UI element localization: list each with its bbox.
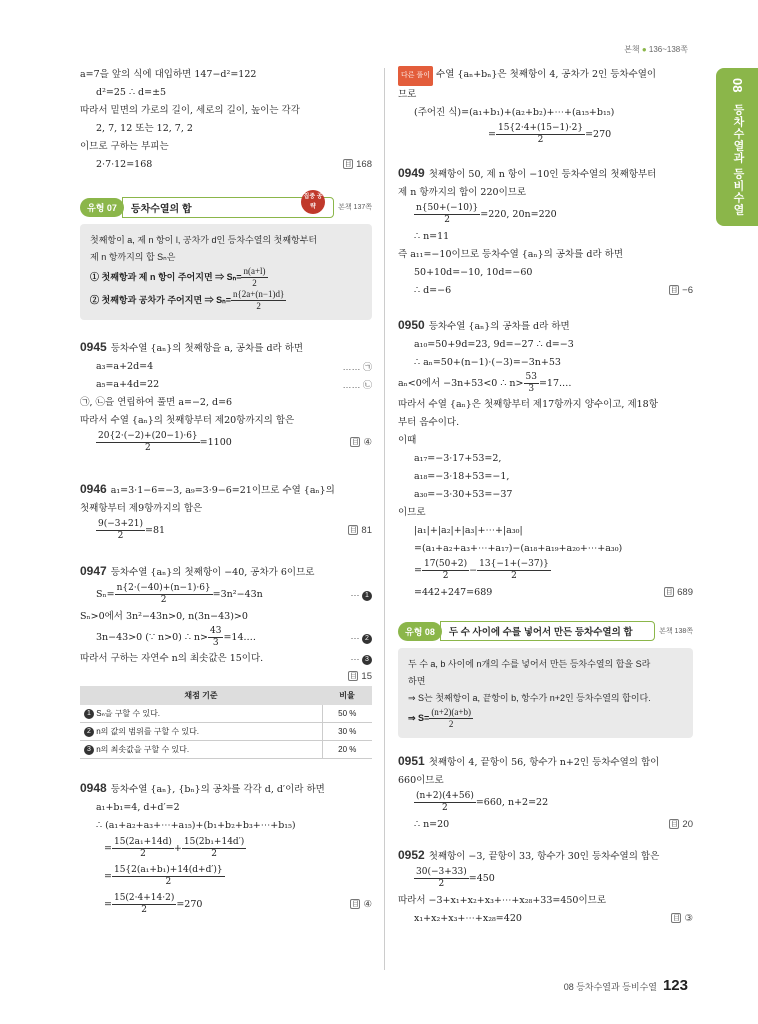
problem-0949: 0949 첫째항이 50, 제 n 항이 −10인 등차수열의 첫째항부터 제 n 항까지의 합이 220이므로 $\frac{n\{50+(-10)\}}{2}$ =220, 20n=220 ∴ n=11 즉 a₁₁=−10이므로 등차수열 {aₙ}의 공차를 d라 하면 50+10d=−10, 10d=−60 ∴ d=−6 目 −6 [398,164,693,300]
alternative-solution: 다른 풀이 수열 {aₙ+bₙ}은 첫째항이 4, 공차가 2인 등차수열이 므로 (주어진 식)=(a₁+b₁)+(a₂+b₂)+⋯+(a₁₅+b₁₅) = $\frac{15\{2\cdot 4+(15-1)\cdot 2\}}{2}$ =270 [398,66,693,148]
text-line: a=7을 앞의 식에 대입하면 147−d²=122 [80,69,257,80]
chapter-number: 08 [730,78,745,93]
answer-mark: 目 15 [349,671,372,682]
problem-0947: 0947 등차수열 {aₙ}의 첫째항이 −40, 공차가 6이므로 Sₙ= $\frac{n\{2\cdot(-40)+(n-1)\cdot 6\}}{2}$ =3n²−43n ⋯ 1 Sₙ>0에서 3n²−43n>0, n(3n−43)>0 3n−43>0 (∵ n>0) ∴ n> $\frac{43}{3}$ =14.… ⋯ 2 따라서 구하는 자연수 n의 최솟값은 15이다. ⋯ 3 目 15 채점 기준 비율 1 Sₙ을 구할 수 있다. 50 % 2 n의 값의 범위를 구할 수 있다. 30 % 3 n의 최솟값을 구할 수 있다. 20 % [80,562,372,759]
right-column [398,66,693,928]
table-row: 2 n의 값의 범위를 구할 수 있다. 30 % [80,723,372,741]
problem-number: 0947 [80,564,107,578]
answer-icon: 目 [670,287,678,295]
type-badge: 유형 08 [398,622,442,641]
alt-solution-tag: 다른 풀이 [398,66,433,86]
problem-number: 0945 [80,340,107,354]
header-page-ref: 본책 ● 136~138쪽 [624,45,688,54]
problem-number: 0948 [80,781,107,795]
answer-mark: 目 168 [344,159,372,170]
answer-icon: 目 [670,821,678,829]
problem-0946: 0946 a₁=3·1−6=−3, a₉=3·9−6=21이므로 수열 {aₙ}의 첫째항부터 제9항까지의 합은 $\frac{9(-3+21)}{2}$ =81 目 81 [80,480,372,544]
answer-mark: 目 81 [349,525,372,536]
problem-number: 0951 [398,754,425,768]
concept-box: 첫째항이 a, 제 n 항이 l, 공차가 d인 등차수열의 첫째항부터 제 n 항까지의 합 Sₙ은 ① 첫째항과 제 n 항이 주어지면 ⇒ Sₙ= $\frac{n(a+l)}{2}$ ② 첫째항과 공차가 주어지면 ⇒ Sₙ= $\frac{n\{2a+(n-1)d\}}{2}$ [80,224,372,320]
type-title: 등차수열의 합 집중 공략 [122,197,334,218]
problem-number: 0946 [80,482,107,496]
answer-icon: 目 [665,589,673,597]
problem-0948: 0948 등차수열 {aₙ}, {bₙ}의 공차를 각각 d, d′이라 하면 a₁+b₁=4, d+d′=2 ∴ (a₁+a₂+a₃+⋯+a₁₅)+(b₁+b₂+b₃+⋯+b₁₅) = $\frac{\text{15(2a₁+14d)}}{2}$ + $\frac{\text{15(2b₁+14d′)}}{2}$ = $\frac{\text{15\{2(a₁+b₁)+14(d+d′)\}}}{2}$ = $\frac{15(2\cdot 4+14\cdot 2)}{2}$ =270 目 ④ [80,779,372,919]
answer-mark: 目 ③ [672,913,693,924]
type-08-section [398,620,693,738]
left-column [80,66,372,919]
type-badge: 유형 07 [80,198,124,217]
chapter-title: 등차수열과 등비수열 [732,104,744,217]
concept-box: 두 수 a, b 사이에 n개의 수를 넣어서 만든 등차수열의 합을 S라 하면 ⇒ S는 첫째항이 a, 끝항이 b, 항수가 n+2인 등차수열의 합이다. ⇒ S= $\frac{(n+2)(a+b)}{2}$ [398,648,693,738]
text-line: 따라서 밑면의 가로의 길이, 세로의 길이, 높이는 각각 [80,105,300,116]
problem-0952: 0952 첫째항이 −3, 끝항이 33, 항수가 30인 등차수열의 합은 $\frac{30(-3+33)}{2}$ =450 따라서 −3+x₁+x₂+x₃+⋯+x₂₈+33=450이므로 x₁+x₂+x₃+⋯+x₂₈=420 目 ③ [398,846,693,928]
table-row: 3 n의 최솟값을 구할 수 있다. 20 % [80,741,372,759]
problem-0951: 0951 첫째항이 4, 끝항이 56, 항수가 n+2인 등차수열의 합이 660이므로 $\frac{(n+2)(4+56)}{2}$ =660, n+2=22 ∴ n=20 目 20 [398,752,693,834]
answer-mark: 目 ④ [351,437,372,448]
chapter-side-tab[interactable] [716,68,758,226]
answer-icon: 目 [351,901,359,909]
problem-number: 0950 [398,318,425,332]
type-title: 두 수 사이에 수를 넣어서 만든 등차수열의 합 [440,621,655,641]
problem-number: 0952 [398,848,425,862]
page-number: 123 [662,977,688,994]
text-line: 2·7·12=168 目 168 [80,156,372,174]
answer-icon: 目 [349,527,357,535]
grading-table: 채점 기준 비율 1 Sₙ을 구할 수 있다. 50 % 2 n의 값의 범위를 구할 수 있다. 30 % 3 n의 최솟값을 구할 수 있다. 20 % [80,686,372,759]
type-07-section [80,193,372,320]
answer-icon: 目 [344,161,352,169]
answer-icon: 目 [349,673,357,681]
problem-0950: 0950 등차수열 {aₙ}의 공차를 d라 하면 a₁₀=50+9d=23, 9d=−27 ∴ d=−3 ∴ aₙ=50+(n−1)·(−3)=−3n+53 aₙ<0에서 −3n+53<0 ∴ n> $\frac{53}{3}$ =17.… 따라서 수열 {aₙ}은 첫째항부터 제17항까지 양수이고, 제18항 부터 음수이다. 이때 a₁₇=−3·17+53=2, a₁₈=−3·18+53=−1, a₃₀=−3·30+53=−37 이므로 |a₁|+|a₂|+|a₃|+⋯+|a₃₀| =(a₁+a₂+a₃+⋯+a₁₇)−(a₁₈+a₁₉+a₂₀+⋯+a₃₀) = $\frac{17(50+2)}{2}$ − $\frac{13\{-1+(-37)\}}{2}$ =442+247=689 目 689 [398,316,693,602]
type-ref: 본책 138쪽 [659,628,693,635]
problem-0945: 0945 등차수열 {aₙ}의 첫째항을 a, 공차를 d라 하면 a₃=a+2d=4 …… ㉠ a₅=a+4d=22 …… ㉡ ㉠, ㉡을 연립하여 풀면 a=−2, d=6 따라서 수열 {aₙ}의 첫째항부터 제20항까지의 합은 $\frac{20\{2\cdot(-2)+(20-1)\cdot 6\}}{2}$ =1100 目 ④ [80,338,372,456]
type-ref: 본책 137쪽 [338,204,372,211]
answer-icon: 目 [351,439,359,447]
text-line: d²=25 ∴ d=±5 [96,87,167,98]
answer-mark: 目 ④ [351,899,372,910]
answer-mark: 目 20 [670,819,693,830]
problem-number: 0949 [398,166,425,180]
table-row: 1 Sₙ을 구할 수 있다. 50 % [80,705,372,723]
answer-mark: 目 −6 [670,285,693,296]
answer-mark: 目 689 [665,587,693,598]
answer-icon: 目 [672,915,680,923]
focus-star-icon: 집중 공략 [301,190,325,214]
page-footer: 08 등차수열과 등비수열 123 [563,977,688,994]
column-divider [384,68,385,970]
text-line: 이므로 구하는 부피는 [80,141,169,152]
text-line: 2, 7, 12 또는 12, 7, 2 [96,123,193,134]
